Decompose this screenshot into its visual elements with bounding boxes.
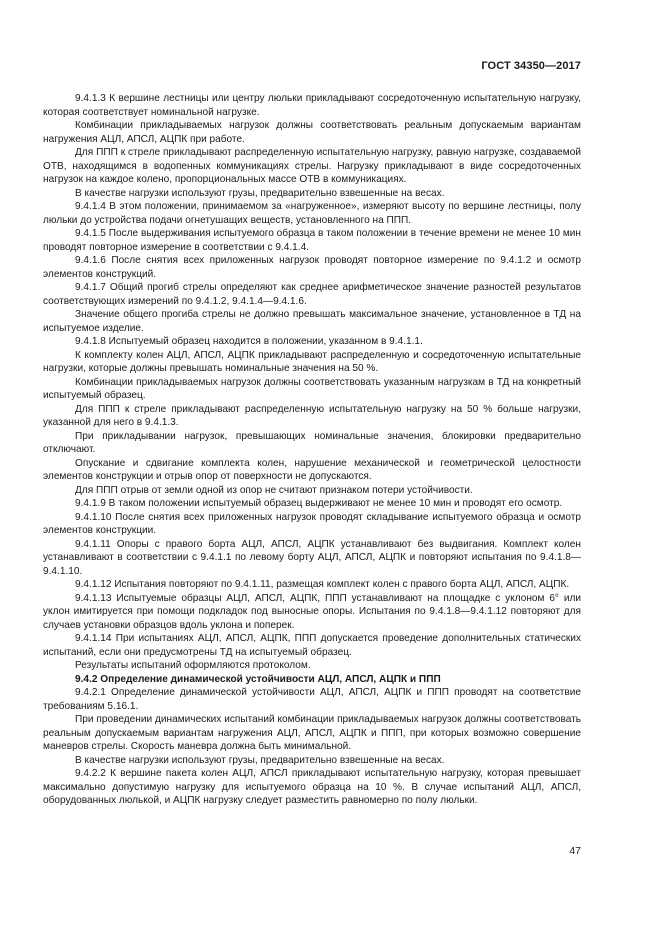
paragraph-9-4-2-1: 9.4.2.1 Определение динамической устойчивости АЦЛ, АПСЛ, АЦПК и ППП проводят на соответствие требованиям 5.16.1. [43,687,581,712]
paragraph-9-4-1-6: 9.4.1.6 После снятия всех приложенных нагрузок проводят повторное измерение по 9.4.1.2 и осмотр элементов конструкций. [43,255,581,280]
paragraph: Комбинации прикладываемых нагрузок должны соответствовать реальным допускаемым вариантам нагружения АЦЛ, АПСЛ, АЦПК при работе. [43,120,581,145]
paragraph: К комплекту колен АЦЛ, АПСЛ, АЦПК прикладывают распределенную и сосредоточенную испытательные нагрузки, которые должны превышать номинальные значения на 50 %. [43,349,581,374]
paragraph: Для ППП к стреле прикладывают распределенную испытательную нагрузку, равную нагрузке, создаваемой ОТВ, находящимся в водопенных коммуникациях стрелы. Нагрузку прикладывают в виде сосредоточенных нагрузок на каждое колено, пропорциональных массе ОТВ в коммуникациях. [43,147,581,185]
paragraph: В качестве нагрузки используют грузы, предварительно взвешенные на весах. [75,187,445,199]
paragraph: При проведении динамических испытаний комбинации прикладываемых нагрузок должны соответствовать реальным допускаемым вариантам нагружения АЦЛ, АПСЛ, АЦПК и ППП, при которых возможно совершение маневров стрелы. Скорость маневра должна быть минимальной. [43,714,581,752]
paragraph: Для ППП отрыв от земли одной из опор не считают признаком потери устойчивости. [75,484,473,496]
paragraph-9-4-1-4: 9.4.1.4 В этом положении, принимаемом за «нагруженное», измеряют высоту по вершине лестницы, полу люльки до устройства подачи огнетушащих веществ, установленного на ППП. [43,201,581,226]
document-body [43,92,581,808]
section-heading-9-4-2: 9.4.2 Определение динамической устойчивости АЦЛ, АПСЛ, АЦПК и ППП [75,673,441,685]
paragraph: Значение общего прогиба стрелы не должно превышать максимальное значение, установленное в ТД на испытуемое изделие. [43,309,581,334]
paragraph-9-4-1-10: 9.4.1.10 После снятия всех приложенных нагрузок проводят складывание испытуемого образца и осмотр элементов конструкции. [43,511,581,536]
paragraph-9-4-1-13: 9.4.1.13 Испытуемые образцы АЦЛ, АПСЛ, АЦПК, ППП устанавливают на площадке с уклоном 6° или уклон имитируется при помощи подкладок под выносные опоры. Испытания по 9.4.1.8—9.4.1.12 повторяют для случаев установки образцов вдоль уклона и поперек. [43,592,581,631]
paragraph-9-4-1-11: 9.4.1.11 Опоры с правого борта АЦЛ, АПСЛ, АЦПК устанавливают без выдвигания. Комплект колен устанавливают в соответствии с 9.4.1.1 по левому борту АЦЛ, АПСЛ, АЦПК и повторяют испытания по 9.4.1.8—9.4.1.10. [43,538,581,577]
document-designation: ГОСТ 34350—2017 [481,60,581,72]
page-number: 47 [569,845,581,857]
paragraph: В качестве нагрузки используют грузы, предварительно взвешенные на весах. [75,754,445,766]
paragraph-9-4-1-12: 9.4.1.12 Испытания повторяют по 9.4.1.11, размещая комплект колен с правого борта АЦЛ, АПСЛ, АЦПК. [75,579,570,590]
paragraph: При прикладывании нагрузок, превышающих номинальные значения, блокировки предварительно отключают. [43,430,581,455]
paragraph: Результаты испытаний оформляются протоколом. [75,660,311,671]
paragraph-9-4-1-8: 9.4.1.8 Испытуемый образец находится в положении, указанном в 9.4.1.1. [75,336,423,347]
paragraph-9-4-1-14: 9.4.1.14 При испытаниях АЦЛ, АПСЛ, АЦПК, ППП допускается проведение дополнительных статических испытаний, если они предусмотрены ТД на испытуемый образец. [43,633,581,658]
paragraph-9-4-1-5: 9.4.1.5 После выдерживания испытуемого образца в таком положении в течение времени не менее 10 мин проводят повторное измерение в соответствии с 9.4.1.4. [43,228,581,253]
paragraph-9-4-1-9: 9.4.1.9 В таком положении испытуемый образец выдерживают не менее 10 мин и проводят его осмотр. [75,498,563,509]
paragraph: Опускание и сдвигание комплекта колен, нарушение механической и геометрической целостности элементов конструкции и отрыв опор от поверхности не допускаются. [43,457,581,482]
paragraph: Для ППП к стреле прикладывают распределенную испытательную нагрузку на 50 % больше нагрузки, указанной для него в 9.4.1.3. [43,403,581,428]
paragraph-9-4-1-7: 9.4.1.7 Общий прогиб стрелы определяют как среднее арифметическое значение разностей результатов соответствующих измерений по 9.4.1.2, 9.4.1.4—9.4.1.6. [43,282,581,307]
paragraph-9-4-1-3: 9.4.1.3 К вершине лестницы или центру люльки прикладывают сосредоточенную испытательную нагрузку, которая соответствует номинальной нагрузке. [43,93,581,118]
paragraph: Комбинации прикладываемых нагрузок должны соответствовать указанным нагрузкам в ТД на конкретный испытуемый образец. [43,376,581,401]
paragraph-9-4-2-2: 9.4.2.2 К вершине пакета колен АЦЛ, АПСЛ прикладывают испытательную нагрузку, которая превышает максимально допустимую нагрузку для испытуемого образца на 10 %. В случае испытаний АЦЛ, АПСЛ, оборудованных люлькой, и АЦПК нагрузку следует разместить равномерно по полу люльки. [43,768,581,806]
